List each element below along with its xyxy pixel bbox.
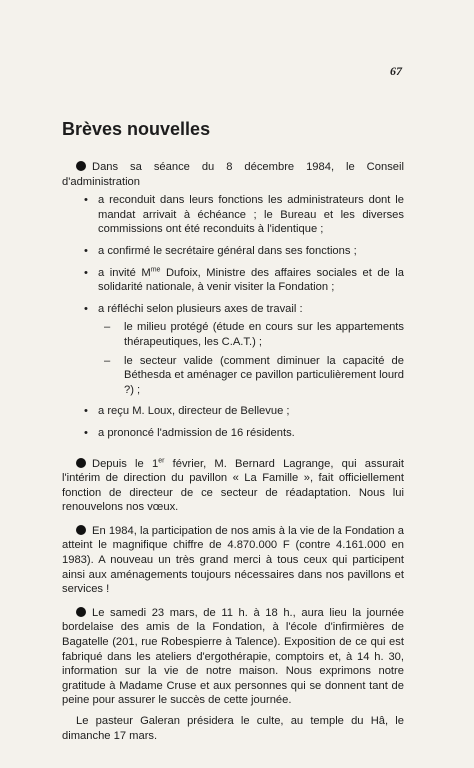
page-number: 67 (390, 64, 402, 78)
list-item: – le milieu protégé (étude en cours sur les appartements thérapeutiques, les C.A.T.) ; (104, 320, 404, 349)
bullet-dot-icon (76, 607, 86, 617)
list-item: • a prononcé l'admission de 16 résidents. (84, 426, 404, 441)
list-item: • a invité $M^{me}$ Dufoix, Ministre des affaires sociales et de la solidarité nationale, à venir visiter la Fondation ; (84, 266, 404, 295)
news-paragraph-director: Depuis le 1er février, M. Bernard Lagrange, qui assurait l'intérim de direction du pavillon « La Famille », fait officiellement fonction de directeur de ce secteur de réadaptation. Nous lui renouvelons nos vœux. (62, 456, 404, 514)
news-paragraph-worship: Le pasteur Galeran présidera le culte, au temple du Hâ, le dimanche 17 mars. (62, 715, 404, 742)
list-item: • a reconduit dans leurs fonctions les administrateurs dont le mandat arrivait à échéance ; le Bureau et les diverses commissions ont été reconduits à l'identique ; (84, 193, 404, 237)
list-item: • a reçu M. Loux, directeur de Bellevue ; (84, 404, 404, 419)
council-decisions-list (62, 193, 404, 440)
list-item: • a confirmé le secrétaire général dans ses fonctions ; (84, 244, 404, 259)
list-item: • a réfléchi selon plusieurs axes de travail : – le milieu protégé (étude en cours sur les appartements thérapeutiques, les C.A.T.) ; – le secteur valide (comment diminuer la capacité de Béthesda et aménager ce pavillon particulièrement lourd ?) ; (84, 302, 404, 398)
page-title: Brèves nouvelles (62, 119, 211, 139)
news-paragraph-council: Dans sa séance du 8 décembre 1984, le Conseil d'administration (62, 161, 404, 188)
news-paragraph-donations: En 1984, la participation de nos amis à la vie de la Fondation a atteint le magnifique chiffre de 4.870.000 F (contre 4.161.000 en 1983). A nouveau un très grand merci à tous ceux qui participent ainsi aux aménagements toujours nécessaires dans nos pavillons et services ! (62, 524, 404, 596)
news-content (62, 160, 404, 743)
bullet-dot-icon (76, 161, 86, 171)
list-item: – le secteur valide (comment diminuer la capacité de Béthesda et aménager ce pavillon particulièrement lourd ?) ; (104, 354, 404, 398)
work-axes-list (98, 320, 404, 397)
bullet-dot-icon (76, 458, 86, 468)
bullet-dot-icon (76, 525, 86, 535)
news-paragraph-bordeaux-day: Le samedi 23 mars, de 11 h. à 18 h., aura lieu la journée bordelaise des amis de la Fondation, à l'école d'infirmières de Bagatelle (201, rue Robespierre à Talence). Exposition de ce qui est fabriqué dans les ateliers d'ergothérapie, comptoirs et, à 14 h. 30, information sur la vie de notre maison. Nous exprimons notre gratitude à Madame Cruse et aux personnes qui se donnent tant de peine pour assurer le succès de cette journée. (62, 606, 404, 707)
